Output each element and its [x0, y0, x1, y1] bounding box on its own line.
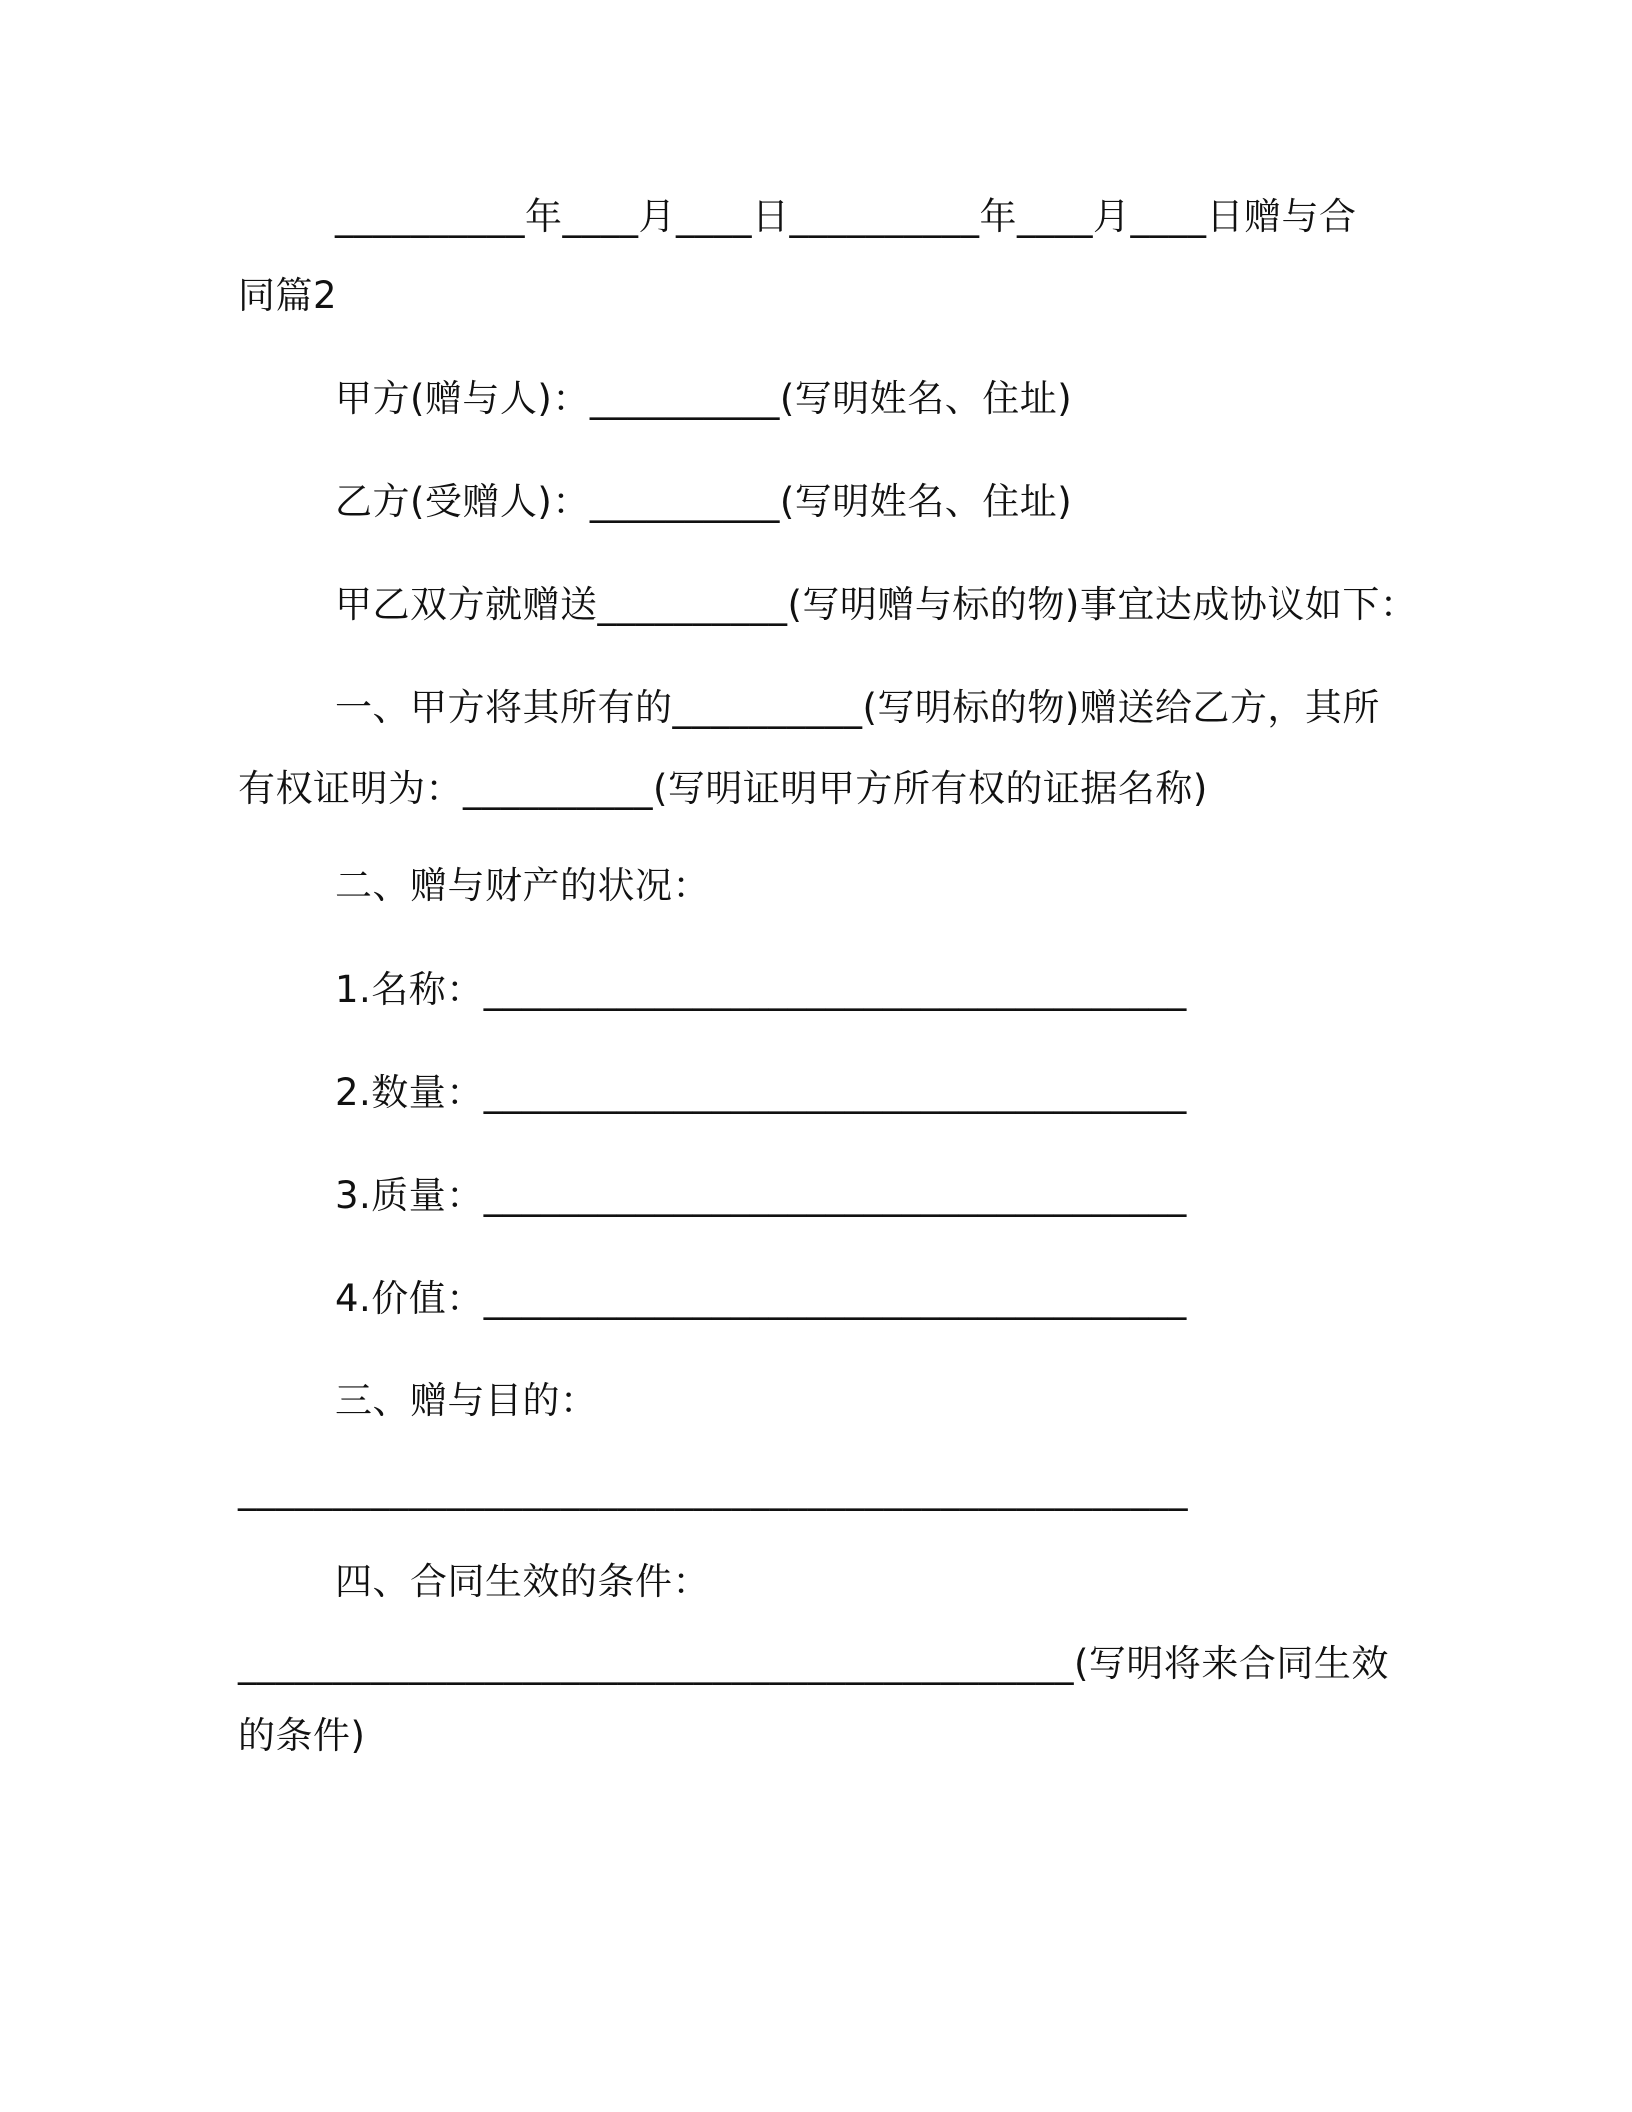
condition-line-2: 的条件) [238, 1714, 366, 1757]
clause-1-line-2: 有权证明为：__________(写明证明甲方所有权的证据名称) [238, 767, 1208, 810]
property-value-field: 4.价值：_____________________________________ [335, 1277, 1187, 1320]
date-line: __________年____月____日__________年____月____日赠与合 [335, 195, 1357, 238]
condition-line-1: ____________________________________________(写明将来合同生效 [238, 1642, 1389, 1685]
clause-1-line-1: 一、甲方将其所有的__________(写明标的物)赠送给乙方，其所 [335, 686, 1380, 729]
party-a-line: 甲方(赠与人)：__________(写明姓名、住址) [335, 377, 1073, 420]
clause-3-heading: 三、赠与目的： [335, 1379, 598, 1422]
property-name-field: 1.名称：_____________________________________ [335, 968, 1187, 1011]
purpose-blank-line: __________________________________________________ [238, 1468, 1188, 1511]
party-b-line: 乙方(受赠人)：__________(写明姓名、住址) [335, 480, 1073, 523]
property-quantity-field: 2.数量：_____________________________________ [335, 1071, 1187, 1114]
clause-2-heading: 二、赠与财产的状况： [335, 864, 710, 907]
contract-title-continuation: 同篇2 [238, 274, 338, 317]
agreement-intro: 甲乙双方就赠送__________(写明赠与标的物)事宜达成协议如下： [335, 583, 1418, 626]
clause-4-heading: 四、合同生效的条件： [335, 1560, 710, 1603]
property-quality-field: 3.质量：_____________________________________ [335, 1174, 1187, 1217]
